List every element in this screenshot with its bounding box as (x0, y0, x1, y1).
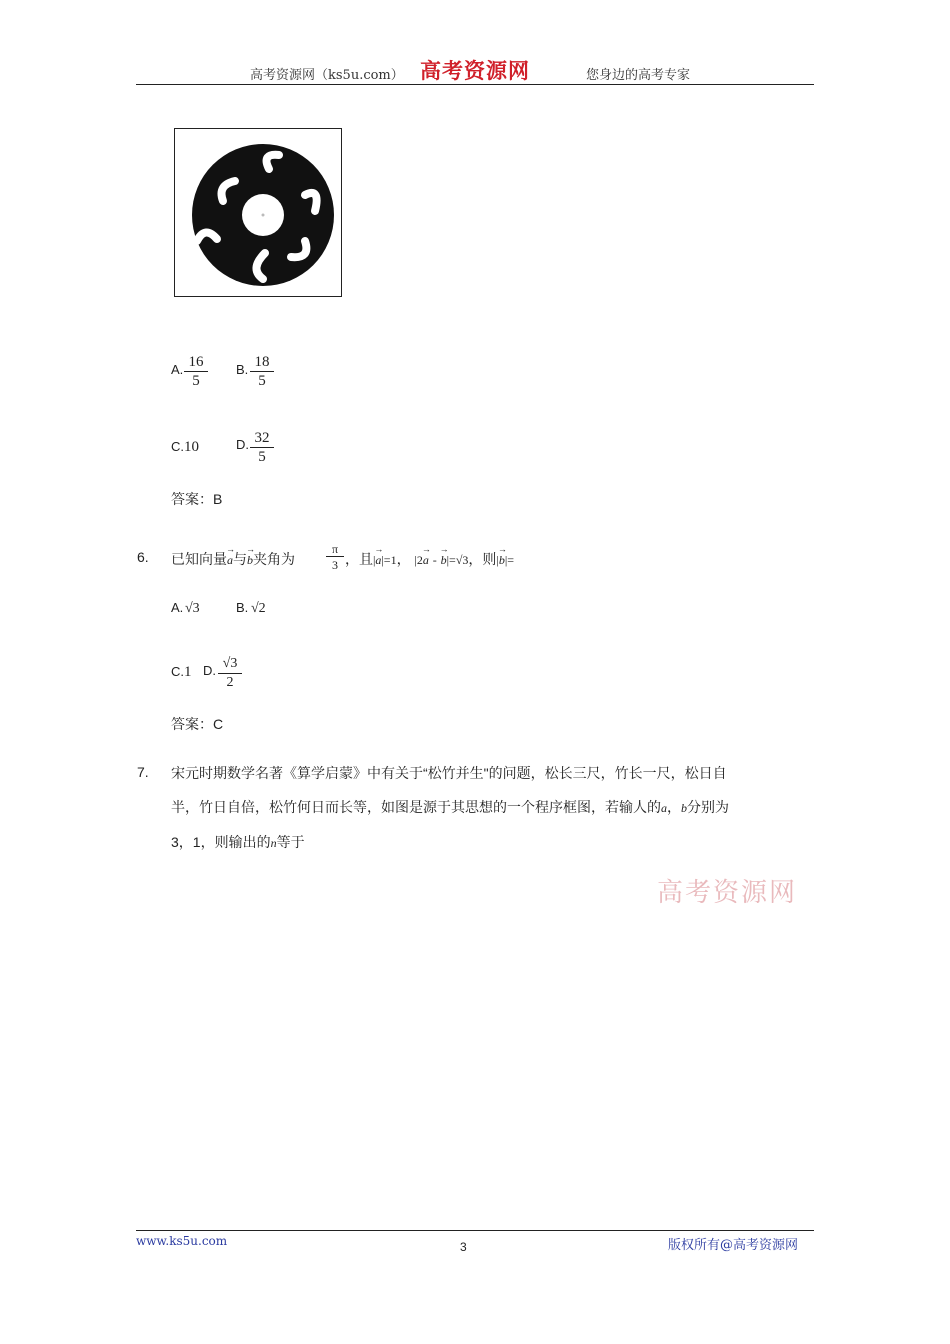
q6-cond3-right: |= (504, 553, 514, 567)
q6-text-2: 与 (233, 551, 247, 567)
q7-line-1: 宋元时期数学名著《算学启蒙》中有关于“松竹并生"的问题，松长三尺，竹长一尺，松日自 (171, 765, 727, 781)
pinwheel-graphic (175, 129, 340, 295)
q6-answer: 答案：C (171, 716, 224, 732)
watermark: 高考资源网 (657, 878, 798, 908)
q6-option-d-num: √3 (222, 656, 238, 671)
q6-option-d-label: D. (203, 663, 216, 678)
header-source: 高考资源网（ks5u.com） (250, 68, 404, 83)
q6-cond2-left: |2 (414, 553, 423, 567)
q5-option-d-den: 5 (250, 447, 274, 466)
q6-option-a-label: A. (171, 600, 184, 615)
header-slogan: 您身边的高考专家 (586, 68, 691, 83)
q5-option-d-num: 32 (254, 430, 270, 446)
page-number: 3 (460, 1240, 467, 1254)
q7-line-2-a: 半，竹日自倍，松竹何日而长等，如图是源于其思想的一个程序框图，若输人的 (171, 799, 661, 815)
q6-cond3-left: | (496, 553, 499, 567)
footer-rule (136, 1230, 814, 1231)
header-rule (136, 84, 814, 85)
vector-b-magnitude: → b (499, 553, 505, 568)
footer-copyright: 版权所有@高考资源网 (668, 1238, 799, 1253)
vector-b: → b (247, 553, 253, 568)
q7-line-2-b: 分别为 (687, 799, 729, 815)
pinwheel-figure (174, 128, 342, 297)
q6-text-4: ，且 (345, 551, 373, 567)
q6-option-d-den: 2 (218, 673, 242, 692)
footer-website-link[interactable]: www.ks5u.com (136, 1234, 228, 1248)
q6-cond1-left: | (373, 553, 376, 567)
vector-a-magnitude: → a (375, 553, 381, 568)
q5-option-b-value (250, 353, 274, 390)
q6-angle-num: π (331, 542, 339, 556)
q7-var-a: a (661, 801, 667, 815)
q6-cond2-right: |=√3 (446, 553, 469, 567)
q5-option-b-den: 5 (250, 371, 274, 390)
q7-stem (171, 756, 819, 860)
q6-cond1-right: |=1 (381, 553, 397, 567)
q5-answer: 答案：B (171, 491, 223, 507)
q7-var-b: b (681, 801, 687, 815)
q5-option-d-label: D. (236, 437, 249, 452)
q6-option-b-label: B. (236, 600, 249, 615)
q5-option-d-value (250, 429, 274, 466)
header-logo: 高考资源网 (420, 58, 530, 83)
q6-option-a-value: √3 (185, 601, 200, 616)
q6-angle (326, 542, 344, 573)
q6-text-5: ， (396, 551, 411, 567)
q5-option-c-label: C. (171, 439, 184, 454)
vector-b-2: → b (441, 553, 447, 568)
q7-sep: ， (667, 799, 681, 815)
q5-option-a-num: 16 (188, 354, 204, 370)
q6-text-3: 夹角为 (253, 551, 295, 567)
q5-option-a-value (184, 353, 208, 390)
q6-cond2-minus: - (432, 553, 437, 567)
vector-a-2: → a (423, 553, 429, 568)
q6-angle-den: 3 (326, 556, 344, 573)
vector-a: → a (227, 553, 233, 568)
q5-option-c-value: 10 (184, 439, 199, 455)
q5-option-a-label: A. (171, 362, 184, 377)
q6-number: 6. (137, 549, 149, 565)
q7-line-3-a: 3，1，则输出的 (171, 834, 271, 850)
q6-stem (171, 549, 295, 569)
q5-option-b-label: B. (236, 362, 249, 377)
q6-conditions (345, 549, 514, 569)
q7-var-n: n (270, 836, 277, 850)
q6-option-b-value: √2 (251, 601, 266, 616)
q7-number: 7. (137, 764, 149, 780)
q7-line-2 (171, 790, 819, 825)
q7-line-3-b: 等于 (276, 834, 305, 850)
q6-text-6: ，则 (468, 551, 497, 567)
q6-text-1: 已知向量 (171, 551, 227, 567)
q5-option-a-den: 5 (184, 371, 208, 390)
q6-option-c-label: C. (171, 664, 184, 679)
q6-option-d-value (218, 655, 242, 692)
q6-option-c-value: 1 (184, 664, 192, 680)
q5-option-b-num: 18 (254, 354, 270, 370)
q7-line-3 (171, 825, 819, 860)
